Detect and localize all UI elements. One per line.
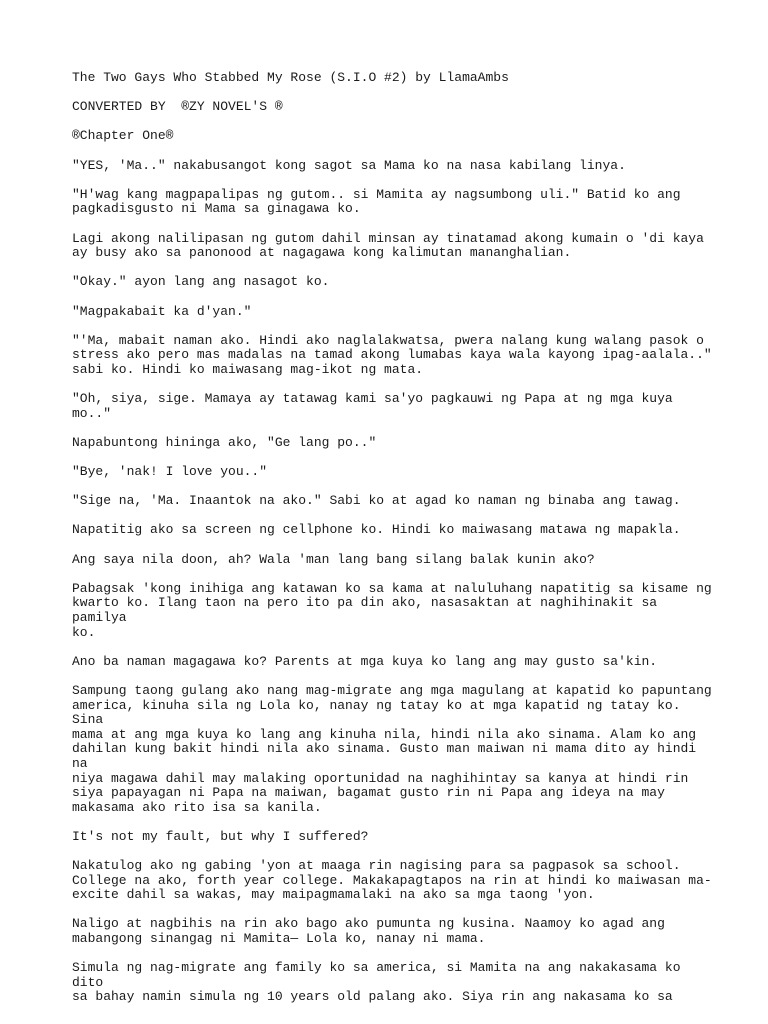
paragraph: "Magpakabait ka d'yan." xyxy=(72,303,252,319)
paragraph: Lagi akong nalilipasan ng gutom dahil minsan ay tinatamad akong kumain o 'di kaya ay busy ako sa panonood at nagagawa kong kalimutan mananghalian. xyxy=(72,230,704,261)
paragraph: "H'wag kang magpapalipas ng gutom.. si Mamita ay nagsumbong uli." Batid ko ang pagkadisgusto ni Mama sa ginagawa ko. xyxy=(72,186,681,217)
paragraph: "Sige na, 'Ma. Inaantok na ako." Sabi ko at agad ko naman ng binaba ang tawag. xyxy=(72,493,681,509)
paragraph: "Okay." ayon lang ang nasagot ko. xyxy=(72,274,330,290)
paragraph: Napatitig ako sa screen ng cellphone ko. Hindi ko maiwasang matawa ng mapakla. xyxy=(72,522,681,538)
converted-by-line: CONVERTED BY ®ZY NOVEL'S ® xyxy=(72,99,283,115)
paragraph: "'Ma, mabait naman ako. Hindi ako naglalakwatsa, pwera nalang kung walang pasok o stress ako pero mas madalas na tamad akong lumabas kaya wala kayong ipag-aalala.." sabi ko. Hindi ko maiwasang mag-ikot ng mata. xyxy=(72,332,712,377)
paragraph: Naligo at nagbihis na rin ako bago ako pumunta ng kusina. Naamoy ko agad ang mabangong sinangag ni Mamita— Lola ko, nanay ni mama. xyxy=(72,916,665,947)
paragraph: "Bye, 'nak! I love you.." xyxy=(72,464,268,480)
paragraph: "YES, 'Ma.." nakabusangot kong sagot sa Mama ko na nasa kabilang linya. xyxy=(72,157,626,173)
paragraph: Ano ba naman magagawa ko? Parents at mga kuya ko lang ang may gusto sa'kin. xyxy=(72,653,658,669)
paragraph: Pabagsak 'kong inihiga ang katawan ko sa kama at naluluhang napatitig sa kisame ng kwarto ko. Ilang taon na pero ito pa din ako, nasasaktan at naghihinakit sa pamilya ko. xyxy=(72,580,712,640)
document-page xyxy=(72,71,712,1020)
paragraph: It's not my fault, but why I suffered? xyxy=(72,828,369,844)
paragraph: "Oh, siya, sige. Mamaya ay tatawag kami sa'yo pagkauwi ng Papa at ng mga kuya mo.." xyxy=(72,391,673,421)
document-title: The Two Gays Who Stabbed My Rose (S.I.O #2) by LlamaAmbs xyxy=(72,70,509,85)
paragraph: Simula ng nag-migrate ang family ko sa america, si Mamita na ang nakakasama ko dito sa bahay namin simula ng 10 years old palang ako. Siya rin ang nakasama ko sa xyxy=(72,960,681,1005)
paragraph: Sampung taong gulang ako nang mag-migrate ang mga magulang at kapatid ko papuntang america, kinuha sila ng Lola ko, nanay ng tatay ko at mga kapatid ng tatay ko. Sina mama at ang mga kuya ko lang ang kinuha nila, hindi nila ako sinama. Alam ko ang dahilan kung bakit hindi nila ako sinama. Gusto man maiwan ni mama dito ay hindi na niya magawa dahil may malaking oportunidad na naghihintay sa kanya at hindi rin siya papayagan ni Papa na maiwan, bagamat gusto rin ni Papa ang ideya na may makasama ako rito isa sa kanila. xyxy=(72,682,712,815)
paragraph: Nakatulog ako ng gabing 'yon at maaga rin nagising para sa pagpasok sa school. College na ako, forth year college. Makakapagtapos na rin at hindi ko maiwasan ma- excite dahil sa wakas, may maipagmamalaki na ako sa mga taong 'yon. xyxy=(72,858,712,903)
paragraph: Ang saya nila doon, ah? Wala 'man lang bang silang balak kunin ako? xyxy=(72,551,595,567)
chapter-heading: ®Chapter One® xyxy=(72,128,174,144)
paragraph: Napabuntong hininga ako, "Ge lang po.." xyxy=(72,434,377,450)
